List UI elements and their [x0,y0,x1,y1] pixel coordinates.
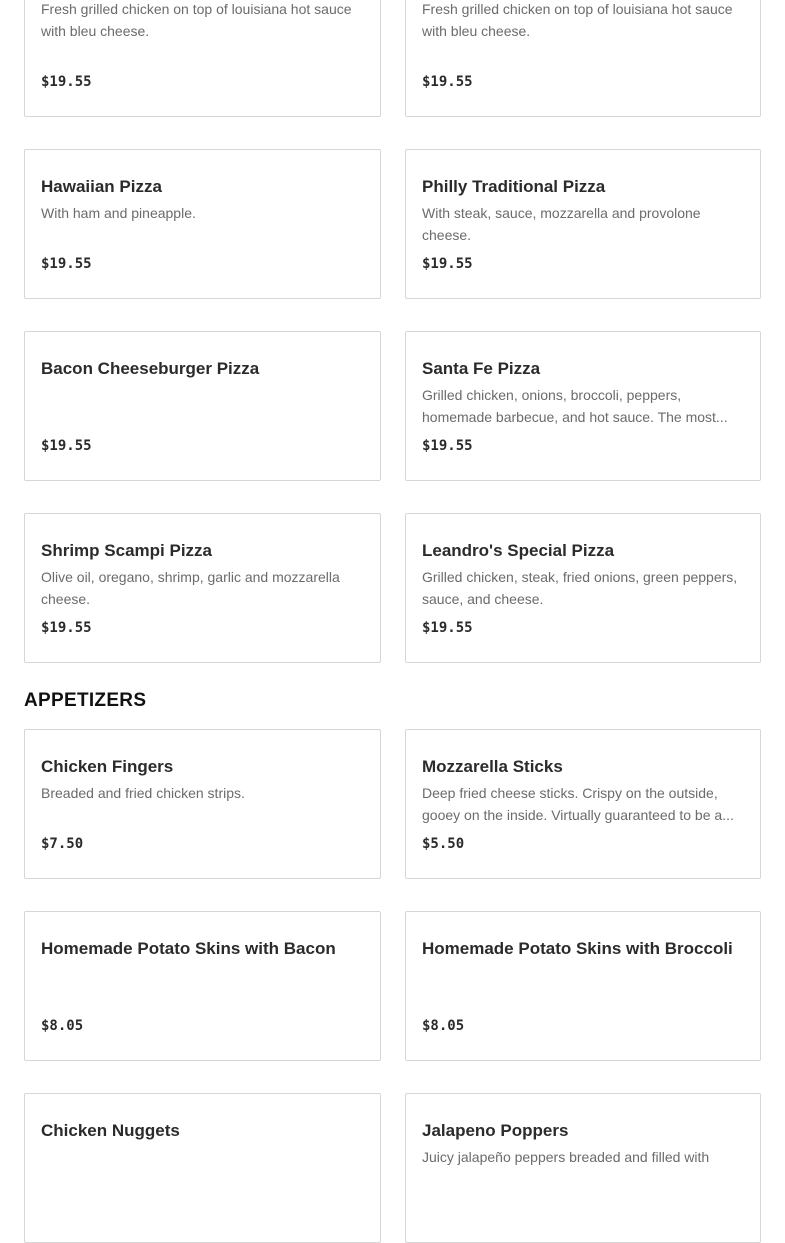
item-description: Grilled chicken, steak, fried onions, green peppers, sauce, and cheese. [422,569,738,607]
menu-item-card[interactable] [24,0,381,117]
menu-item-card[interactable] [24,149,381,299]
item-description: Olive oil, oregano, shrimp, garlic and mozzarella cheese. [41,569,340,607]
menu-item-card[interactable] [405,1093,761,1243]
item-name: Homemade Potato Skins with Broccoli [422,939,733,958]
appetizers-grid [0,729,785,1243]
item-price: $19.55 [422,438,473,454]
item-name: Bacon Cheeseburger Pizza [41,359,260,378]
menu-item-card[interactable] [24,1093,381,1243]
item-name: Chicken Fingers [41,757,174,776]
menu-item-card[interactable] [405,331,761,481]
item-description: Grilled chicken, onions, broccoli, peppers, homemade barbecue, and hot sauce. The most... [422,387,728,425]
menu-item-card[interactable] [405,0,761,117]
item-price: $19.55 [422,620,473,636]
item-name: Jalapeno Poppers [422,1121,569,1140]
appetizers-header [0,663,785,729]
menu-item-card[interactable] [24,729,381,879]
item-name: Homemade Potato Skins with Bacon [41,939,336,958]
item-price: $8.05 [41,1018,84,1034]
menu-item-card[interactable] [405,729,761,879]
item-price: $8.05 [422,1018,465,1034]
item-price: $19.55 [41,438,92,454]
item-name: Santa Fe Pizza [422,359,541,378]
section-title: APPETIZERS [24,690,147,711]
item-price: $19.55 [422,74,473,90]
item-name: Leandro's Special Pizza [422,541,615,560]
item-description: With ham and pineapple. [41,205,196,221]
item-price: $19.55 [41,620,92,636]
item-description: Fresh grilled chicken on top of louisiana hot sauce with bleu cheese. [422,1,733,39]
item-price: $5.50 [422,836,465,852]
menu-item-card[interactable] [405,911,761,1061]
menu-item-card[interactable] [24,911,381,1061]
item-description: Deep fried cheese sticks. Crispy on the outside, gooey on the inside. Virtually guaranteed to be a... [422,785,734,823]
item-price: $19.55 [41,74,92,90]
menu-item-card[interactable] [24,513,381,663]
item-description: Fresh grilled chicken on top of louisiana hot sauce with bleu cheese. [41,1,352,39]
item-description: With steak, sauce, mozzarella and provolone cheese. [422,205,701,243]
item-price: $7.50 [41,836,84,852]
item-name: Chicken Nuggets [41,1121,180,1140]
item-price: $19.55 [422,256,473,272]
item-name: Mozzarella Sticks [422,757,563,776]
item-description: Breaded and fried chicken strips. [41,785,245,801]
item-price: $19.55 [41,256,92,272]
menu-item-card[interactable] [405,513,761,663]
item-description: Juicy jalapeño peppers breaded and filled with [422,1149,710,1165]
item-name: Hawaiian Pizza [41,177,162,196]
menu-item-card[interactable] [405,149,761,299]
item-name: Shrimp Scampi Pizza [41,541,212,560]
menu-item-card[interactable] [24,331,381,481]
item-name: Philly Traditional Pizza [422,177,606,196]
